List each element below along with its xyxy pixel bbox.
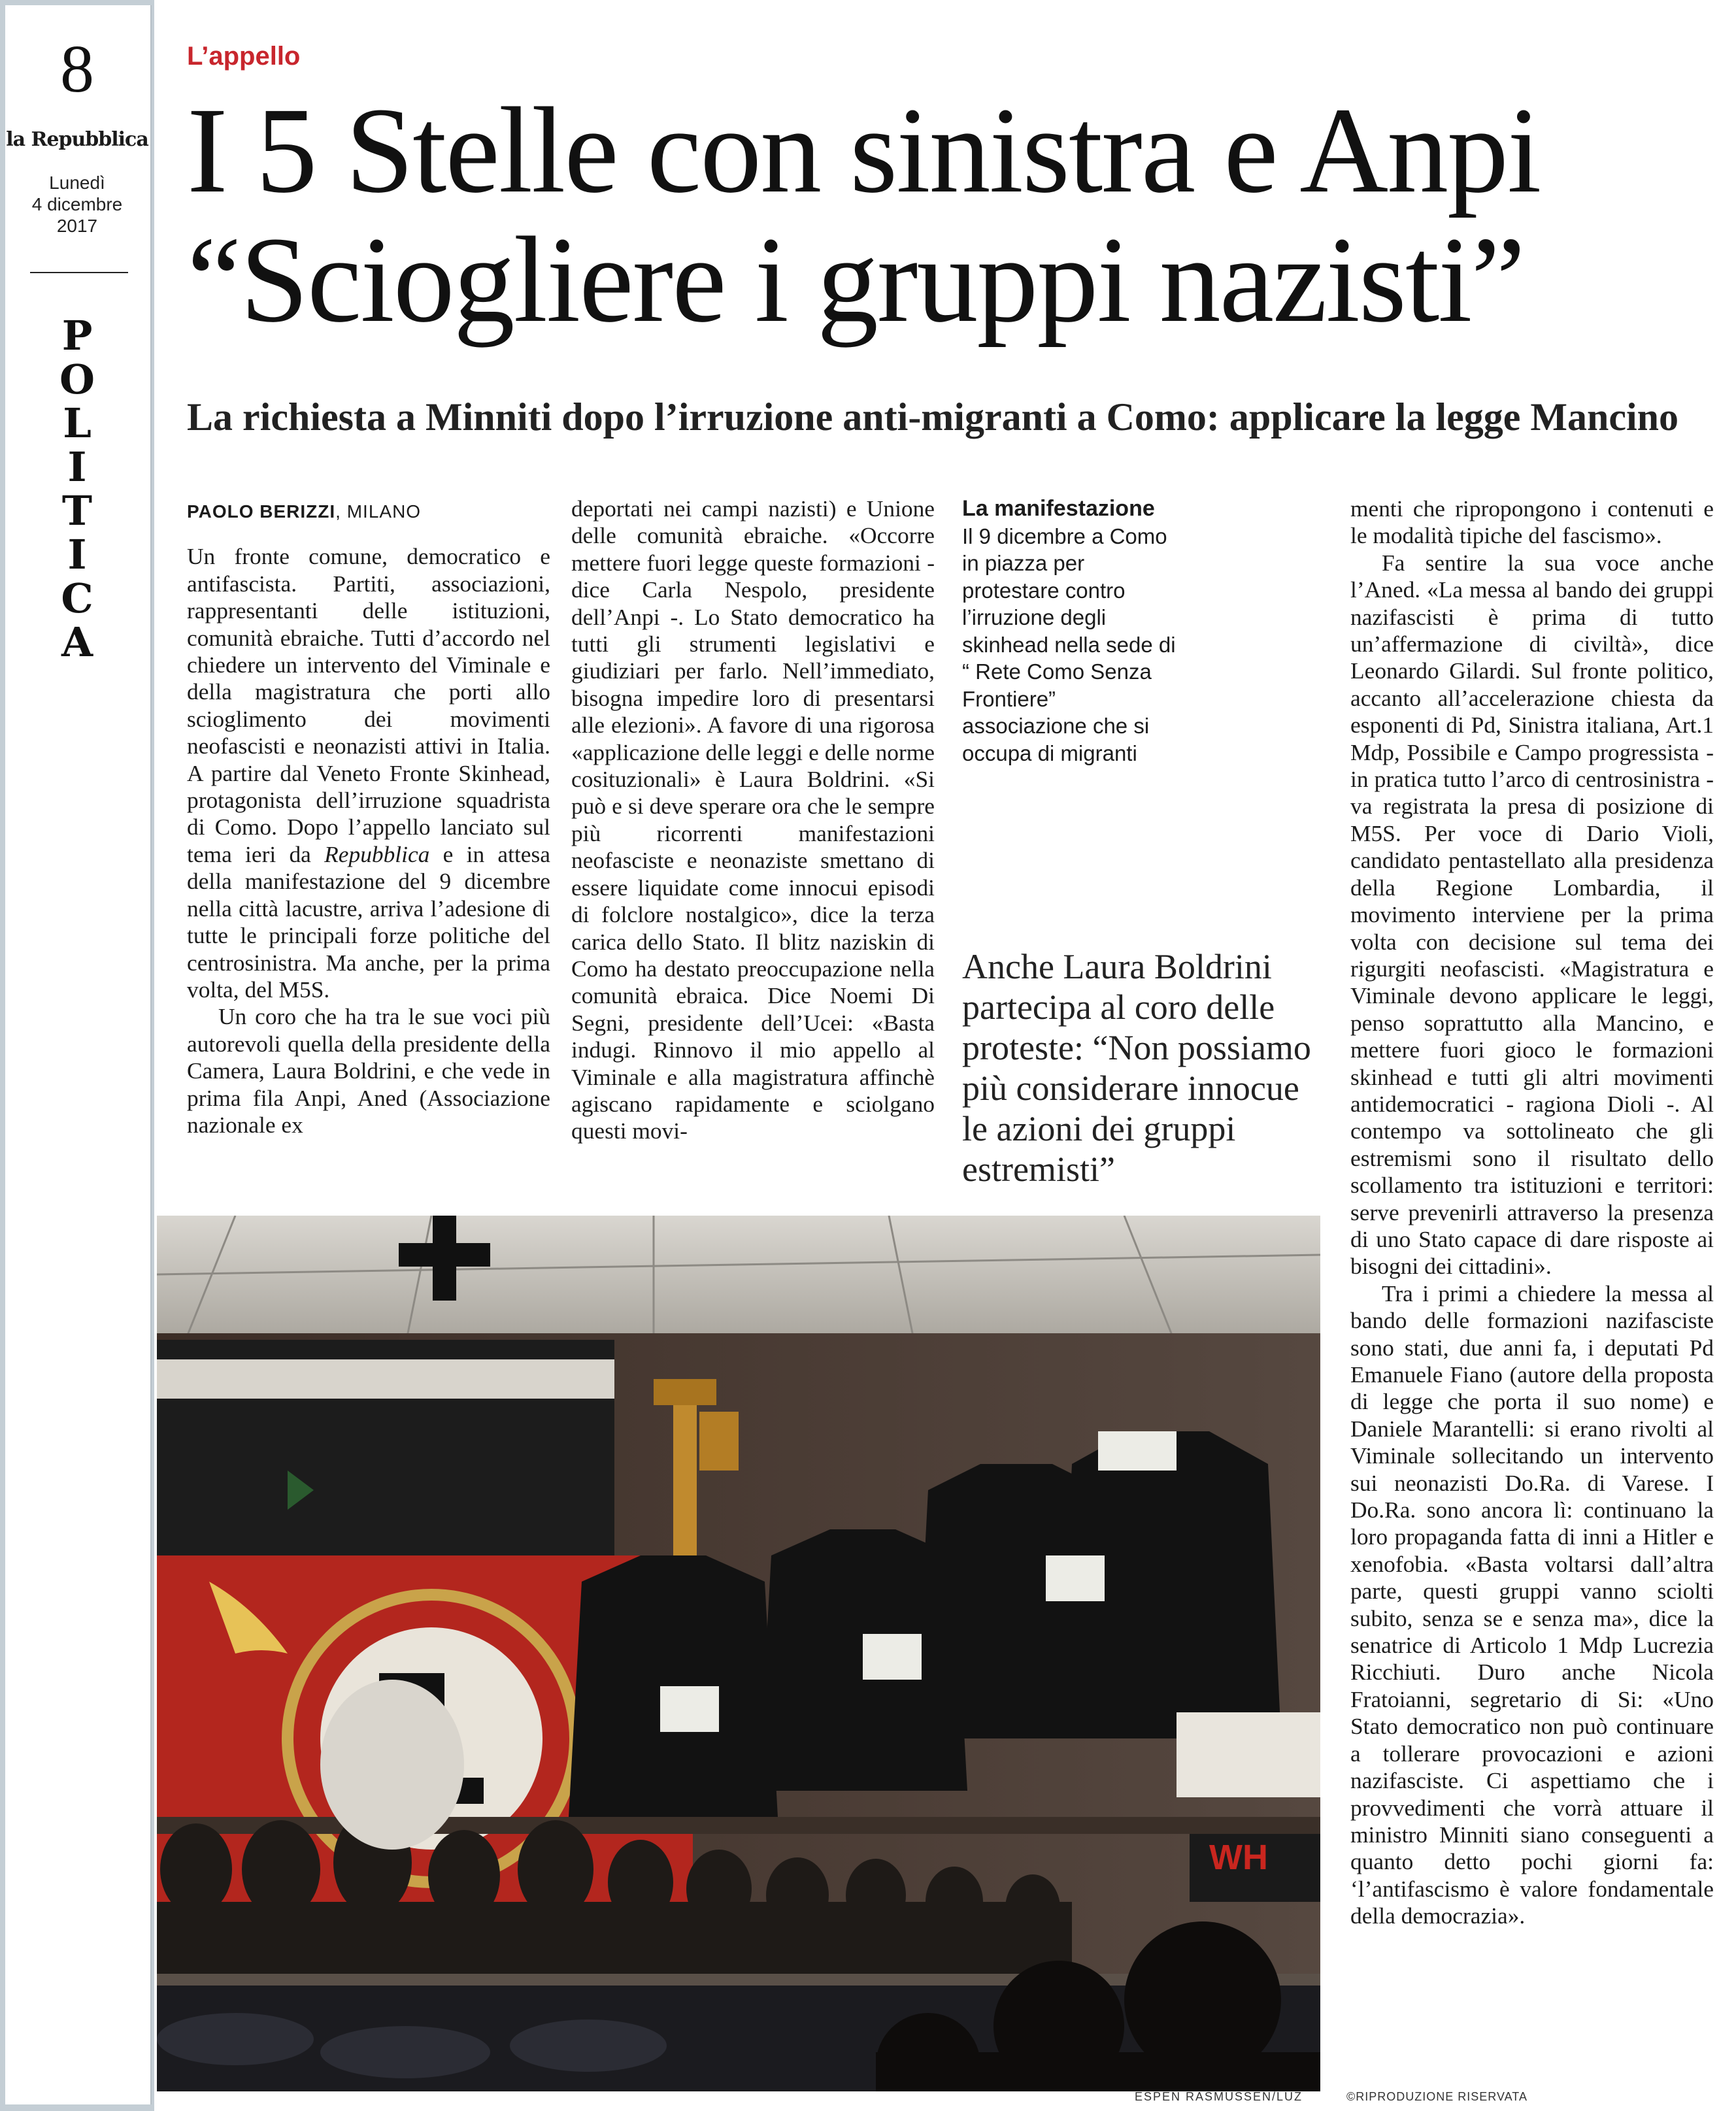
info-box-title: La manifestazione: [962, 496, 1155, 521]
paragraph: deportati nei campi nazisti) e Unione delle comunità ebraiche. «Occorre mettere fuori legge queste formazioni - dice Carla Nespolo, presidente dell’Anpi -. Lo Stato democratico ha tutti gli strumenti legislativi e giudiziari per farlo. Nell’immediato, bisogna impedire loro di presentarsi alle elezioni». A favore di una rigorosa «applicazione delle leggi e delle norme cosituzionali» è Laura Boldrini. «Si può e si deve sperare ora che le sempre più ricorrenti manifestazioni neofasciste e neonaziste smettano di essere liquidate come innocui episodi di folclore nostalgico», dice la terza carica dello Stato. Il blitz naziskin di Como ha destato preoccupazione nella comunità ebraica. Dice Noemi Di Segni, presidente dell’Ucei: «Basta indugi. Rinnovo il mio appello al Viminale e alla magistratura affinchè agiscano rapidamente e sciolgano questi movi-: [571, 495, 935, 1144]
pull-quote: Anche Laura Boldrini partecipa al coro delle proteste: “Non possiamo più considerare innocue le azioni dei gruppi estremisti”: [962, 947, 1311, 1189]
photo-illustration: [157, 1216, 1320, 2091]
byline-place: , MILANO: [335, 501, 422, 522]
section-letter: A: [61, 618, 93, 666]
byline: [187, 498, 550, 525]
info-box-text: Il 9 dicembre a Como in piazza per protestare contro l’irruzione degli skinhead nella sede di “ Rete Como Senza Frontiere” associazione che si occupa di migranti: [962, 524, 1176, 765]
article-column-4: [1350, 495, 1714, 1930]
info-box: [962, 495, 1178, 767]
paragraph: Tra i primi a chiedere la messa al bando delle formazioni nazifasciste sono stati, due anni fa, i deputati Pd Emanuele Fiano (autore della proposta di legge che porta il suo nome) e Daniele Marantelli: si erano rivolti al Viminale sollecitando un intervento sui neonazisti Do.Ra. di Varese. I Do.Ra. sono ancora lì: continuano la loro propaganda fatta di inni a Hitler e xenofobia. «Basta voltarsi dall’altra parte, questi gruppi vanno sciolti subito, senza se e senza ma», dice la senatrice di Articolo 1 Mdp Lucrezia Ricchiuti. Duro anche Nicola Fratoianni, segretario di Si: «Uno Stato democratico non può continuare a tollerare provocazioni e azioni nazifasciste. Ci aspettiamo che i provvedimenti che vorrà attuare il ministro Minniti siano conseguenti a quanto detto pochi giorni fa: ‘l’antifascismo è valore fondamentale della democrazia».: [1350, 1280, 1714, 1929]
headline-line-2: “Sciogliere i gruppi nazisti”: [187, 211, 1524, 348]
rail-divider: [30, 272, 128, 273]
date-day-month: 4 dicembre: [31, 193, 123, 214]
photo-banner-text: WH: [1209, 1838, 1268, 1877]
section-letter: I: [67, 531, 87, 578]
subheadline: La richiesta a Minniti dopo l’irruzione anti-migranti a Como: applicare la legge Mancino: [187, 395, 1679, 439]
kicker: L’appello: [187, 42, 301, 71]
byline-author: PAOLO BERIZZI: [187, 501, 336, 522]
masthead-logo: la Repubblica: [6, 128, 148, 151]
newspaper-name: Repubblica: [324, 840, 430, 867]
section-letter: P: [61, 312, 93, 359]
section-letter: O: [59, 356, 95, 403]
article-column-2: [571, 495, 935, 1145]
article-column-1: [187, 498, 550, 1139]
date-year: 2017: [56, 215, 98, 236]
paragraph-text: e in attesa della manifestazione del 9 dicembre nella città lacustre, arriva l’adesione di tutte le principali forze politiche del centrosinistra. Ma anche, per la prima volta, del M5S.: [187, 840, 550, 1003]
copyright-note: ©RIPRODUZIONE RISERVATA: [1346, 2090, 1527, 2103]
section-letter: T: [61, 487, 93, 535]
paragraph: Fa sentire la sua voce anche l’Aned. «La messa al bando dei gruppi nazifascisti è prima di tutto un’affermazione di civiltà», dice Leonardo Gilardi. Sul fronte politico, accanto all’accelerazione chiesta da esponenti di Pd, Sinistra italiana, Art.1 Mdp, Possibile e Campo progressista - in pratica tutto l’arco di centrosinistra - va registrata la presa di posizione di M5S. Per voce di Dario Violi, candidato pentastellato alla presidenza della Regione Lombardia, il movimento interviene per la prima volta con decisione sul tema dei rigurgiti neofascisti. «Magistratura e Viminale devono applicare le leggi, penso soprattutto alla Mancino, e mettere fuori gioco le formazioni skinhead e tutti gli altri movimenti antidemocratici - ragiona Dioli -. Al contempo va sottolineato che gli estremismi sono il risultato dello scollamento tra istituzioni e territori: serve prevenirli attraverso la presenza di uno Stato capace di dare risposte ai bisogni dei cittadini».: [1350, 549, 1714, 1280]
page-number: 8: [60, 31, 94, 107]
headline-line-1: I 5 Stelle con sinistra e Anpi: [187, 82, 1541, 218]
paragraph: Un coro che ha tra le sue voci più autorevoli quella della presidente della Camera, Laura Boldrini, e che vede in prima fila Anpi, Aned (Associazione nazionale ex: [187, 1003, 550, 1138]
section-letter: C: [61, 574, 93, 622]
section-letter: I: [67, 443, 87, 491]
article-photo: [157, 1216, 1320, 2091]
section-label: [0, 314, 154, 664]
paragraph: menti che ripropongono i contenuti e le modalità tipiche del fascismo».: [1350, 495, 1714, 549]
paragraph-text: Un fronte comune, democratico e antifascista. Partiti, associazioni, rappresentanti delle istituzioni, comunità ebraiche. Tutti d’accordo nel chiedere un intervento del Viminale e della magistratura che porti allo scioglimento dei movimenti neofascisti e neonazisti attivi in Italia. A partire dal Veneto Fronte Skinhead, protagonista dell’irruzione squadrista di Como. Dopo l’appello lanciato sul tema ieri da: [187, 543, 550, 867]
dateline: [0, 173, 154, 237]
section-letter: L: [63, 399, 92, 447]
date-day: Lunedì: [49, 173, 105, 193]
paragraph: [187, 543, 550, 1003]
photo-credit: ESPEN RASMUSSEN/LUZ: [1135, 2090, 1303, 2103]
